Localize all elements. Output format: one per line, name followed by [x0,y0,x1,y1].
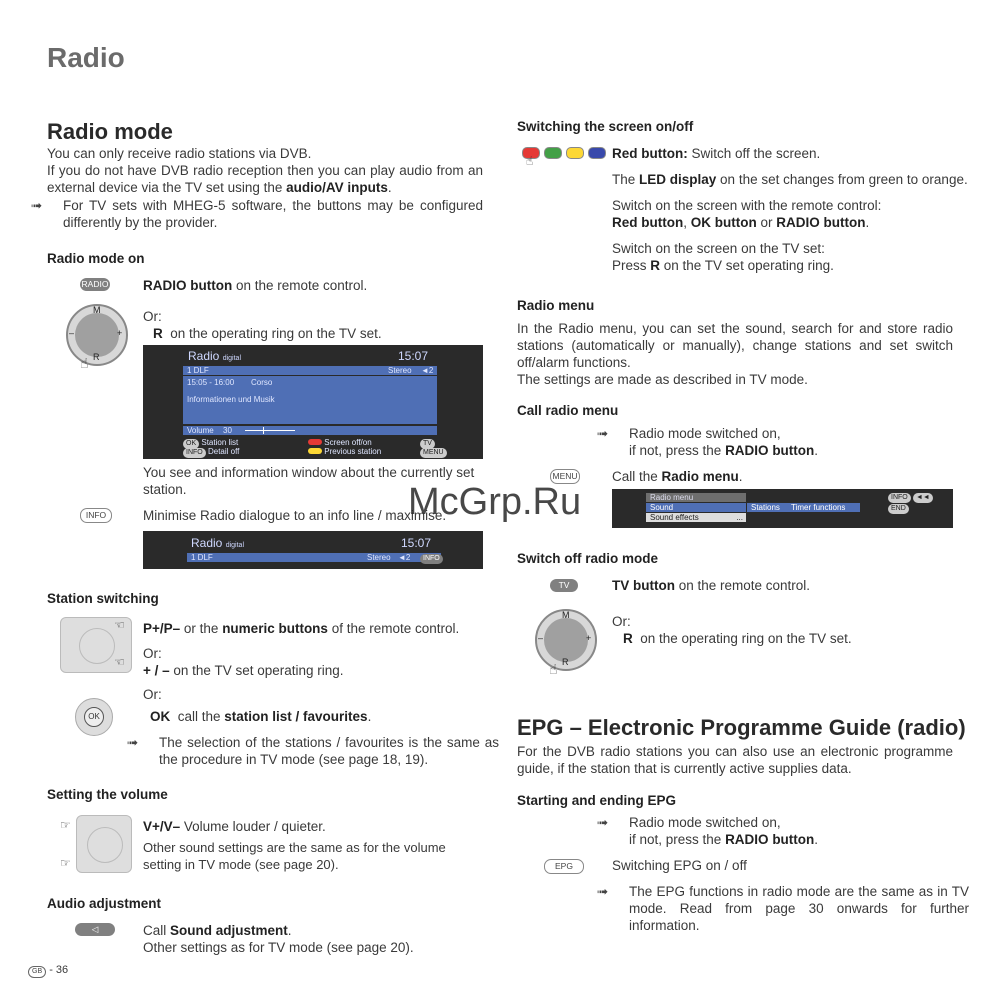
screen-on-buttons: Red button, OK button or RADIO button. [612,215,870,230]
hand-pointer-icon: ☝ [80,355,89,371]
ring-m-label: M [562,610,570,620]
page-footer [28,964,68,978]
menu-item-sound[interactable]: Sound [646,503,746,512]
legend-screen-off: Screen off/on [308,438,372,447]
screen-onoff-heading: Switching the screen on/off [517,119,694,134]
ring-r-desc-2: R on the operating ring on the TV set. [623,631,852,646]
ring-r-desc: R on the operating ring on the TV set. [153,326,382,341]
info-button-desc: Minimise Radio dialogue to an info line / maximise. [143,508,447,523]
hand-pointer-icon: ☜ [114,655,125,669]
submenu-timer[interactable]: Timer functions [791,503,846,512]
ok-button-desc: OK call the station list / favourites. [150,709,372,724]
blue-button[interactable] [588,147,606,159]
radio-menu-text: In the Radio menu, you can set the sound, search for and store radio stations (automatically or manually), change stations and set switch off/alarm functions. The settings are made as described in TV mode. [517,321,953,387]
arrow-icon: ➟ [597,426,609,441]
screen-on-remote: Switch on the screen with the remote control: [612,198,882,213]
call-menu-note: ➟ Radio mode switched on, if not, press the RADIO button. [597,426,819,458]
radio-mode-heading: Radio mode [47,119,173,144]
epg-button-desc: Switching EPG on / off [612,858,747,873]
operating-ring-2[interactable] [535,609,597,671]
ring-plus-label: + [117,328,123,338]
screen-program-box: 15:05 - 16:00 Corso Informationen und Musik [183,376,437,424]
screen-time: 15:07 [398,349,429,363]
info-button[interactable]: INFO [80,508,112,523]
volume-desc: V+/V– Volume louder / quieter. [143,819,326,834]
epg-note: ➟ Radio mode switched on, if not, press the RADIO button. [597,815,819,847]
info-window-desc: You see and information window about the currently set station. [143,465,475,497]
radio-info-line-screen [143,531,483,569]
legend-tv-badge: TV [420,438,435,449]
speaker-icon: ◁ [91,924,99,934]
watermark: McGrp.Ru [408,481,582,523]
tv-button[interactable]: TV [550,579,578,592]
sound-desc: Call Sound adjustment. [143,923,292,938]
ring-plus-minus-desc: + / – on the TV set operating ring. [143,663,344,678]
legend-prev-station: Previous station [308,447,381,456]
radio-menu-heading: Radio menu [517,298,595,313]
p-buttons-desc: P+/P– or the numeric buttons of the remote control. [143,621,460,636]
legend-station-list: OK Station list [183,438,238,449]
radio-button[interactable]: RADIO [81,279,109,289]
menu-item-sound-effects[interactable]: Sound effects ... [646,513,746,522]
radio-menu-screen [612,489,953,528]
epg-start-heading: Starting and ending EPG [517,793,677,808]
arrow-icon: ➟ [31,198,43,213]
radio-mode-p2: If you do not have DVB radio reception then you can play audio from an external device via the TV set using the audio/AV inputs. [47,163,483,195]
menu-button[interactable]: MENU [550,469,580,484]
arrow-icon: ➟ [597,815,609,830]
screen-volume-bar: Volume 30 [183,426,437,435]
or-label: Or: [612,614,631,629]
menu-submenu-bar [747,503,860,512]
page-number: - 36 [49,964,69,976]
station-switching-heading: Station switching [47,591,159,606]
or-label: Or: [143,309,162,324]
page-title: Radio [47,42,125,73]
hand-pointer-icon: ☝ [549,661,558,677]
ring-plus-label: + [586,633,592,643]
ring-m-label: M [93,305,101,315]
epg-functions-note: ➟ The EPG functions in radio mode are the same as in TV mode. Read from page 30 onwards for further information. [597,884,969,933]
arrow-icon: ➟ [127,735,139,750]
volume-other: Other sound settings are the same as for the volume setting in TV mode (see page 20). [143,840,446,872]
ring-minus-label: – [69,328,75,338]
hand-pointer-icon: ☞ [60,818,71,832]
switch-off-heading: Switch off radio mode [517,551,659,566]
sound-button[interactable] [75,923,115,936]
language-badge: GB [28,966,46,978]
submenu-stations[interactable]: Stations [751,503,780,512]
radio-button-desc: RADIO button on the remote control. [143,278,368,293]
volume-heading: Setting the volume [47,787,168,802]
speaker-icon: ◄2 [398,553,411,562]
hand-pointer-icon: ☝ [526,154,534,168]
menu-nav-badges: INFO ◄◄ END [888,492,953,514]
sound-other: Other settings as for TV mode (see page 20). [143,940,414,955]
or-label: Or: [143,646,162,661]
remote-pad-v[interactable] [76,815,132,873]
hand-pointer-icon: ☞ [60,856,71,870]
station-note: ➟ The selection of the stations / favourites is the same as the procedure in TV mode (see page 18, 19). [127,735,499,767]
epg-intro: For the DVB radio stations you can also use an electronic programme guide, if the station that is currently active supplies data. [517,744,953,776]
legend-menu-badge: MENU [420,447,447,458]
screen2-station-bar: 1 DLF Stereo ◄2 INFO [187,553,441,562]
ok-button[interactable]: OK [75,698,113,736]
radio-mode-on-heading: Radio mode on [47,251,145,266]
call-menu-heading: Call radio menu [517,403,619,418]
screen-on-press-r: Press R on the TV set operating ring. [612,258,834,273]
ring-minus-label: – [538,633,544,643]
arrow-icon: ➟ [597,884,609,899]
or-label: Or: [143,687,162,702]
radio-mode-p1: You can only receive radio stations via DVB. [47,146,312,161]
speaker-icon: ◄2 [421,366,434,375]
ring-center [544,618,588,662]
screen-on-tvset: Switch on the screen on the TV set: [612,241,825,256]
hand-pointer-icon: ☜ [114,618,125,632]
operating-ring[interactable] [66,304,128,366]
radio-info-screen [143,345,483,459]
ring-r-label: R [562,657,569,667]
menu-button-desc: Call the Radio menu. [612,469,743,484]
audio-heading: Audio adjustment [47,896,161,911]
menu-item-radio-menu[interactable]: Radio menu [646,493,746,502]
radio-mode-intro [31,145,483,231]
screen-station-bar: 1 DLF Stereo ◄2 [183,366,437,375]
red-button-desc: Red button: Switch off the screen. [612,146,821,161]
tv-button-desc: TV button on the remote control. [612,578,811,593]
ring-r-label: R [93,352,100,362]
yellow-button[interactable] [566,147,584,159]
screen2-title: Radio digital [191,536,244,550]
epg-heading: EPG – Electronic Programme Guide (radio) [517,715,966,740]
epg-button[interactable]: EPG [544,859,584,874]
led-desc: The LED display on the set changes from green to orange. [612,172,968,187]
radio-mode-note: ➟ For TV sets with MHEG-5 software, the buttons may be configured differently by the provider. [31,198,483,230]
screen2-time: 15:07 [401,536,432,550]
green-button[interactable] [544,147,562,159]
screen-title: Radio digital [188,349,241,363]
legend-detail-off: INFO Detail off [183,447,239,458]
ring-center [75,313,119,357]
